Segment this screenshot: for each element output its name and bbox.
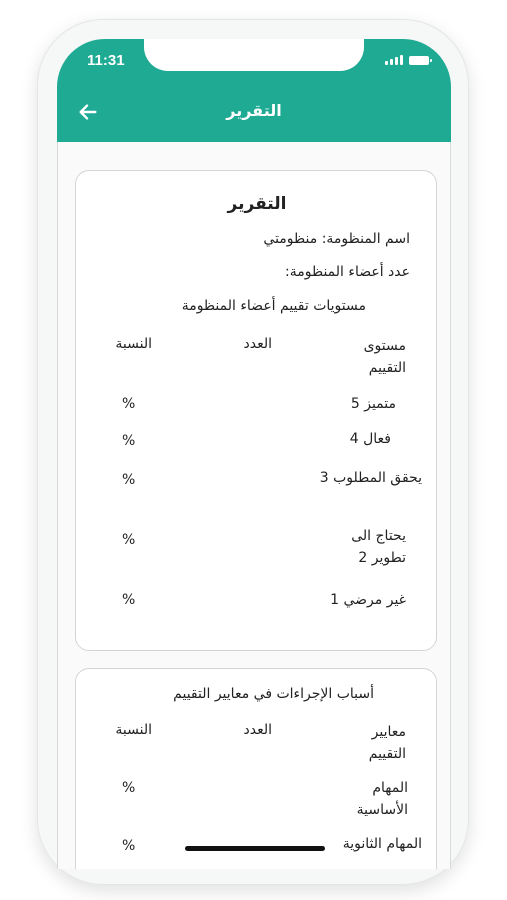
level-row-percent: % bbox=[122, 472, 136, 488]
column-header-count: العدد bbox=[243, 336, 272, 352]
status-time: 11:31 bbox=[87, 52, 125, 69]
level-row-percent: % bbox=[122, 396, 136, 412]
criteria-row-percent: % bbox=[122, 838, 136, 854]
report-card bbox=[75, 170, 437, 651]
reasons-card bbox=[75, 668, 437, 869]
criteria-row-label: المهام الأساسية bbox=[356, 780, 408, 818]
battery-icon bbox=[409, 56, 429, 65]
column-header-count: العدد bbox=[243, 722, 272, 738]
phone-screen bbox=[57, 39, 451, 869]
criteria-row-label: المهام الثانوية bbox=[342, 836, 422, 852]
notch bbox=[144, 39, 364, 71]
level-row-percent: % bbox=[122, 433, 136, 449]
app-bar bbox=[57, 39, 451, 142]
signal-icon bbox=[385, 55, 403, 65]
criteria-row-percent: % bbox=[122, 780, 136, 796]
level-row-label: يحقق المطلوب 3 bbox=[319, 470, 422, 486]
home-indicator bbox=[185, 846, 325, 851]
level-row-percent: % bbox=[122, 592, 136, 608]
report-content[interactable] bbox=[57, 142, 451, 869]
members-count: عدد أعضاء المنظومة: bbox=[285, 264, 410, 280]
level-row-label: متميز 5 bbox=[350, 396, 396, 412]
level-row-label: يحتاج الى تطوير 2 bbox=[351, 528, 406, 566]
level-row-label: فعال 4 bbox=[349, 431, 391, 447]
column-header-criteria: معايير التقييم bbox=[368, 724, 406, 762]
column-header-percent: النسبة bbox=[115, 336, 152, 352]
levels-section-title: مستويات تقييم أعضاء المنظومة bbox=[181, 298, 366, 314]
level-row-label: غير مرضي 1 bbox=[330, 592, 406, 608]
column-header-percent: النسبة bbox=[115, 722, 152, 738]
page-title: التقرير bbox=[226, 101, 282, 120]
column-header-level: مستوى التقييم bbox=[363, 338, 406, 376]
report-title: التقرير bbox=[227, 194, 287, 214]
system-name: اسم المنظومة: منظومتي bbox=[263, 231, 410, 247]
status-icons bbox=[385, 55, 429, 65]
level-row-percent: % bbox=[122, 532, 136, 548]
reasons-section-title: أسباب الإجراءات في معايير التقييم bbox=[173, 686, 374, 702]
